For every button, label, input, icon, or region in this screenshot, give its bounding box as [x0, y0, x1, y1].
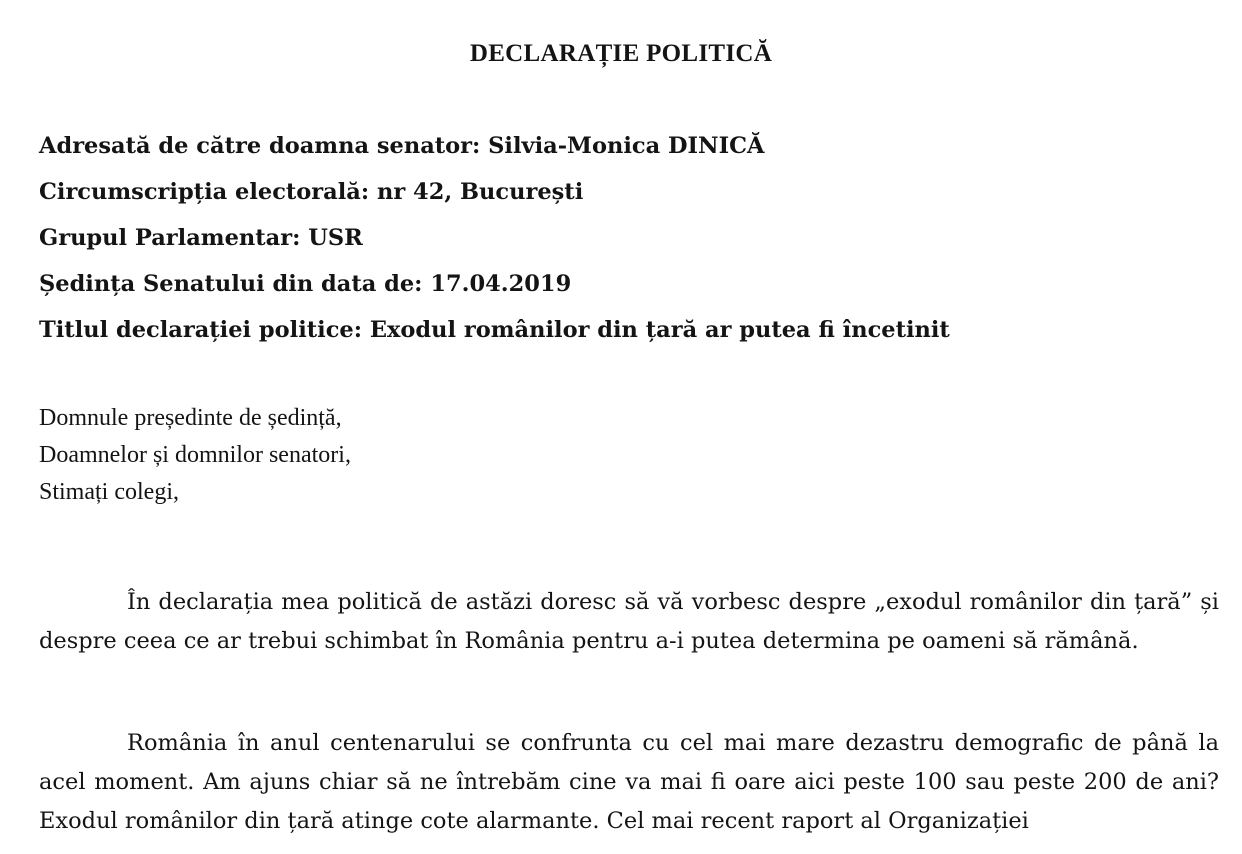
- salutation-line: Stimați colegi,: [39, 479, 179, 505]
- document-title: DECLARAȚIE POLITICĂ: [469, 40, 773, 67]
- salutation-line: Domnule președinte de ședință,: [39, 405, 342, 431]
- meta-addressed-by: Adresată de către doamna senator: Silvia-Monica DINICĂ: [39, 133, 765, 159]
- body-paragraph: România în anul centenarului se confrunta cu cel mai mare dezastru demografic de până la acel moment. Am ajuns chiar să ne întrebăm cine va mai fi oare aici peste 100 sau peste 200 de ani? Exodul românilor din țară atinge cote alarmante. Cel mai recent raport al Organizației: [39, 730, 1219, 834]
- meta-parliamentary-group: Grupul Parlamentar: USR: [39, 225, 363, 251]
- declaration-metadata: [39, 130, 950, 360]
- body-paragraph: În declarația mea politică de astăzi doresc să vă vorbesc despre „exodul românilor din țară” și despre ceea ce ar trebui schimbat în România pentru a-i putea determina pe oameni să rămână.: [39, 589, 1219, 654]
- meta-declaration-title: Titlul declarației politice: Exodul românilor din țară ar putea fi încetinit: [39, 317, 950, 343]
- salutation-line: Doamnelor și domnilor senatori,: [39, 442, 351, 468]
- meta-session-date: Ședința Senatului din data de: 17.04.2019: [39, 271, 572, 297]
- salutation-block: [39, 402, 351, 513]
- meta-electoral-district: Circumscripția electorală: nr 42, București: [39, 179, 584, 205]
